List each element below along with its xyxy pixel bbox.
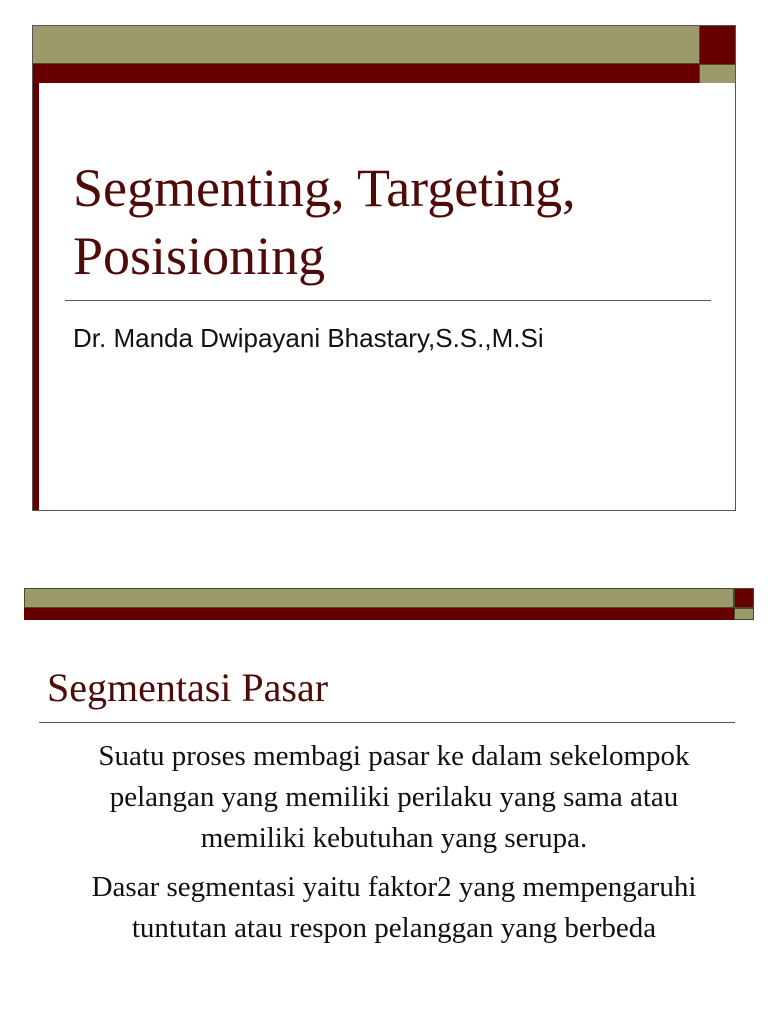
header-maroon-band bbox=[33, 64, 699, 83]
left-accent-bar bbox=[33, 83, 39, 511]
body-paragraph-basis: Dasar segmentasi yaitu faktor2 yang mempengaruhi tuntutan atau respon pelanggan yang berbeda bbox=[91, 871, 697, 944]
slide-title-line-1: Segmenting, Targeting, bbox=[73, 158, 576, 218]
slide-title bbox=[73, 154, 713, 290]
slide-heading: Segmentasi Pasar bbox=[47, 665, 329, 710]
corner-maroon-square bbox=[734, 588, 754, 608]
header-maroon-band bbox=[24, 608, 734, 620]
slide-subtitle: Dr. Manda Dwipayani Bhastary,S.S.,M.Si bbox=[73, 323, 544, 353]
body-paragraph-definition: Suatu proses membagi pasar ke dalam sekelompok pelangan yang memiliki perilaku yang sama atau memiliki kebutuhan yang serupa. bbox=[98, 740, 690, 854]
heading-divider bbox=[39, 722, 735, 723]
corner-olive-square bbox=[699, 64, 736, 83]
title-divider bbox=[65, 300, 711, 301]
corner-maroon-square bbox=[699, 26, 736, 64]
content-slide bbox=[24, 588, 754, 1024]
title-slide bbox=[32, 25, 736, 511]
slide-body bbox=[60, 736, 728, 957]
header-olive-band bbox=[24, 588, 734, 608]
slide-title-line-2: Posisioning bbox=[73, 226, 326, 286]
header-olive-band bbox=[33, 26, 699, 64]
corner-olive-square bbox=[734, 608, 754, 620]
